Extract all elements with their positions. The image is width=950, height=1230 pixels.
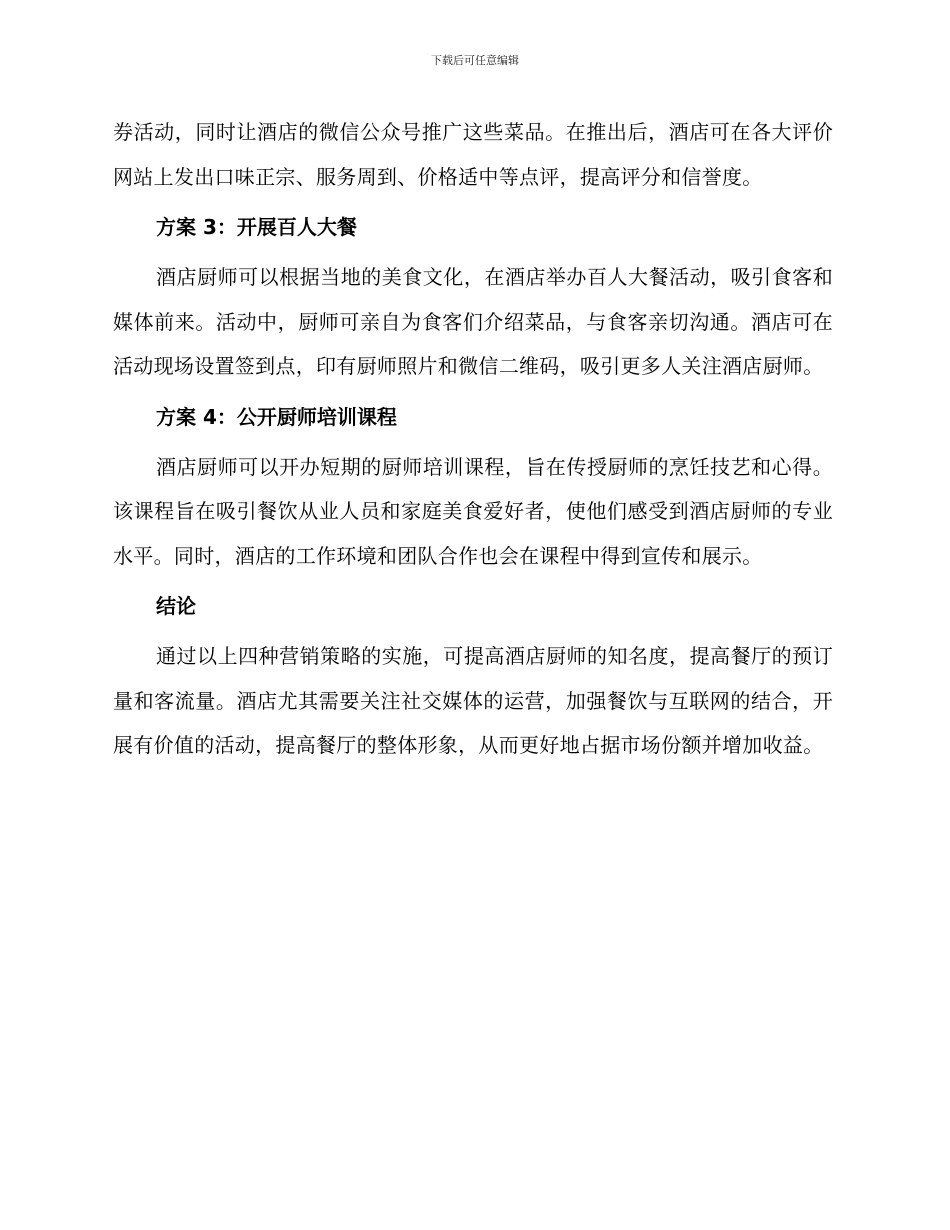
heading-conclusion: 结论 (156, 594, 196, 618)
document-body (113, 110, 833, 768)
heading-plan-3: 方案 3：开展百人大餐 (156, 215, 357, 239)
paragraph-plan-3: 酒店厨师可以根据当地的美食文化，在酒店举办百人大餐活动，吸引食客和媒体前来。活动中，厨师可亲自为食客们介绍菜品，与食客亲切沟通。酒店可在活动现场设置签到点，印有厨师照片和微信二维码，吸引更多人关注酒店厨师。 (113, 265, 833, 378)
paragraph-intro-continued: 券活动，同时让酒店的微信公众号推广这些菜品。在推出后，酒店可在各大评价网站上发出口味正宗、服务周到、价格适中等点评，提高评分和信誉度。 (113, 120, 833, 189)
heading-plan-4: 方案 4：公开厨师培训课程 (156, 404, 397, 429)
paragraph-conclusion: 通过以上四种营销策略的实施，可提高酒店厨师的知名度，提高餐厅的预订量和客流量。酒店尤其需要关注社交媒体的运营，加强餐饮与互联网的结合，开展有价值的活动，提高餐厅的整体形象，从而更好地占据市场份额并增加收益。 (113, 644, 833, 757)
paragraph-plan-4: 酒店厨师可以开办短期的厨师培训课程，旨在传授厨师的烹饪技艺和心得。该课程旨在吸引餐饮从业人员和家庭美食爱好者，使他们感受到酒店厨师的专业水平。同时，酒店的工作环境和团队合作也会在课程中得到宣传和展示。 (113, 454, 833, 568)
page-header: 下载后可任意编辑 (431, 54, 519, 67)
